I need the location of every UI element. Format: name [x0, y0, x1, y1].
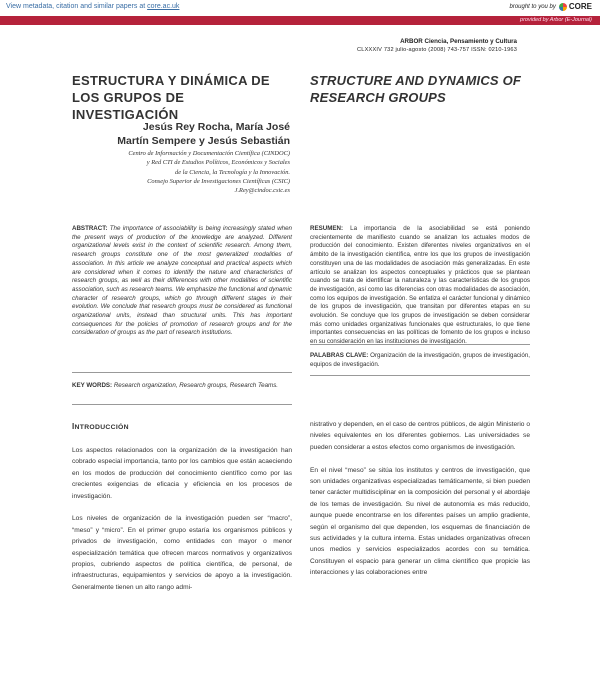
keywords-english [72, 382, 292, 391]
provider-bar [0, 16, 600, 25]
keywords-en-label: KEY WORDS: [72, 382, 113, 389]
journal-name: ARBOR Ciencia, Pensamiento y Cultura [400, 38, 517, 45]
core-banner [0, 0, 600, 16]
title-spanish: ESTRUCTURA Y DINÁMICA DE LOS GRUPOS DE INVESTIGACIÓN [72, 73, 270, 122]
divider [310, 375, 530, 376]
authors [80, 120, 290, 148]
affiliation-line-1: Centro de Información y Documentación Científica (CINDOC) [128, 150, 290, 157]
metadata-link[interactable]: View metadata, citation and similar papers at core.ac.uk [6, 3, 180, 10]
resumen-label: RESUMEN: [310, 225, 344, 232]
paragraph: nistrativo y dependen, en el caso de centros públicos, de algún Ministerio o niveles equivalentes en los diferentes gobiernos. Las universidades se pueden considerar a estos efectos como organismos de investigación. [310, 421, 530, 451]
core-logo[interactable]: CORE [559, 2, 592, 11]
core-link[interactable]: core.ac.uk [147, 3, 180, 10]
affiliation-line-2: y Red CTI de Estudios Políticos, Económicos y Sociales [146, 159, 290, 167]
keywords-spanish [310, 352, 530, 369]
keywords-en-text: Research organization, Research groups, Research Teams. [113, 382, 279, 389]
body-column-right [310, 419, 530, 579]
core-logo-icon [559, 3, 567, 11]
paragraph: En el nivel “meso” se sitúa los institutos y centros de investigación, que son unidades organizativas especializadas temáticamente, si bien pueden tener carácter multidisciplinar en la composición del personal y el abordaje de los temas de investigación. Su nivel de autonomía es más reducido, aunque puede encontrarse en los diferentes países un amplio gradiente, según el organismo del que dependen, los esquemas de financiación de sus actividades y la cultura interna. Estas unidades organizativas ofrecen unos medios y servicios especializados acordes con su temática. Constituyen el espacio para generar un clima científico que propicie las interacciones y las colaboraciones entre [310, 466, 530, 577]
authors-line-1: Jesús Rey Rocha, María José [142, 121, 290, 133]
authors-line-2: Martín Sempere y Jesús Sebastián [117, 135, 290, 147]
resumen-text: La importancia de la asociabilidad se está poniendo crecientemente de manifiesto cuando se analizan los actuales modos de producción del conocimiento. Existen diferentes niveles organizativos en el ámbito de la investigación científica, entre los que los grupos de investigación constituyen una de las modalidades de asociación más generalizadas. En este artículo se analizan los aspectos conceptuales y prácticos que se plantean cuando se trata de identificar la naturaleza y las características de los grupos de investigación, así como las diferencias con otras modalidades de asociación, como los equipos de investigación. Se enfatiza el carácter funcional y dinámico de los grupos de investigación, que transitan por diferentes etapas en su evolución. Se concluye que los grupos de investigación se deben considerar más como unidades organizativas funcionales que estructurales, lo que tiene importantes consecuencias en las políticas de fomento de los grupos e incluso en su consideración en las instituciones de investigación. [310, 225, 530, 346]
paragraph: Los niveles de organización de la investigación pueden ser “macro”, “meso” y “micro”. En el primer grupo estaría los organismos públicos y privados de investigación, como entidades con mayor o menor especialización temática que ofrecen marcos normativos y organizativos propios, cubriendo aspectos de política científica, de personal, de infraestructuras, equipamientos y servicios de apoyo a la investigación. Generalmente tienen un alto rango admi- [72, 515, 292, 591]
abstract-text: The importance of associability is being increasingly stated when the present ways of production of the knowledge are analyzed. Different organizational levels exist in the context of scientific research. Among them, research groups constitute one of the most generalized modalities of association. In this article we analyze conceptual and practical aspects which are considered when it comes to identify the nature and characteristics of research groups, as well as their differences with other modalities of scientific association, such as research teams. We emphasize the functional and dynamic character of research groups, which go through different stages in their evolution. We conclude that research groups must be considered as functional organizational units, instead than structural units. This has important consequences for the policies of promotion of research groups and for the consideration of groups as the part of research institutions. [72, 225, 292, 337]
affiliation [80, 149, 290, 195]
paragraph: Los aspectos relacionados con la organización de la investigación han cobrado especial importancia, tanto por los cambios que están acaeciendo en los modos de producción del conocimiento científico como por las crecientes exigencias de eficacia y eficiencia en los procesos de investigación. [72, 447, 292, 500]
resumen [310, 225, 530, 347]
journal-issue: CLXXXIV 732 julio-agosto (2008) 743-757 ISSN: 0210-1963 [357, 47, 517, 53]
title-english: STRUCTURE AND DYNAMICS OF RESEARCH GROUPS [310, 73, 522, 105]
divider [72, 372, 292, 373]
abstract-label: ABSTRACT: [72, 225, 108, 232]
affiliation-line-3: de la Ciencia, la Tecnología y la Innovación. [175, 168, 290, 176]
provided-by[interactable]: provided by Arbor (E-Journal) [520, 17, 592, 23]
affiliation-line-4: Consejo Superior de Investigaciones Científicas (CSIC) [147, 177, 290, 185]
section-heading-introduccion: INTRODUCCIÓN [72, 422, 129, 431]
keywords-es-text: Organización de la investigación, grupos de investigación, equipos de investigación. [310, 352, 530, 368]
divider [310, 344, 530, 345]
author-email[interactable]: J.Rey@cindoc.csic.es [234, 187, 290, 195]
brought-by: brought to you by CORE [509, 2, 592, 11]
abstract [72, 225, 292, 338]
divider [72, 404, 292, 405]
keywords-es-label: PALABRAS CLAVE: [310, 352, 369, 359]
body-column-left [72, 445, 292, 593]
